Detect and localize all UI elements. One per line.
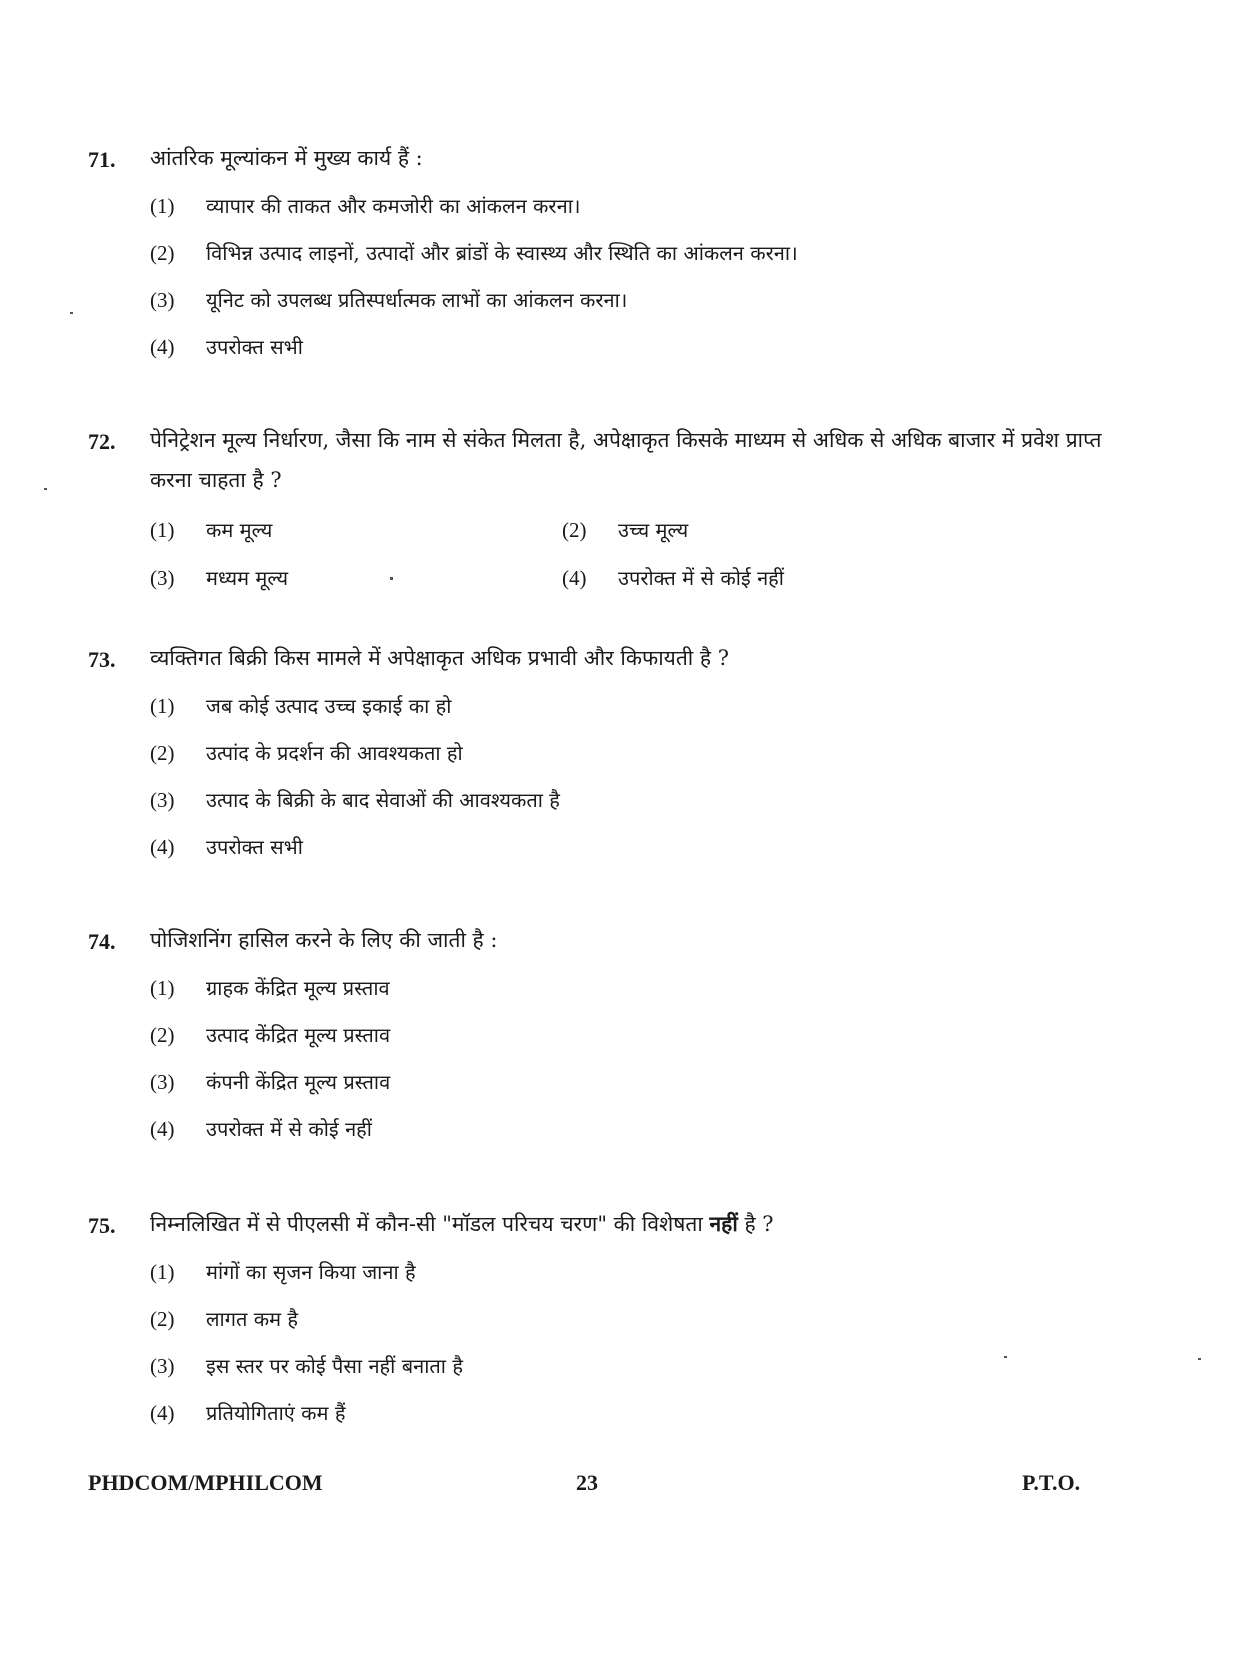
option-3 (150, 1346, 1148, 1393)
question-text: व्यक्तिगत बिक्री किस मामले में अपेक्षाकृत अधिक प्रभावी और किफायती है ? (150, 646, 729, 670)
option-text: उपरोक्त में से कोई नहीं (206, 1117, 372, 1141)
option-1 (150, 186, 1148, 233)
option-1 (150, 686, 1148, 733)
option-number: (3) (150, 566, 175, 590)
option-2 (150, 1299, 1148, 1346)
option-2 (150, 233, 1148, 280)
option-1 (150, 510, 562, 552)
option-number: (2) (150, 741, 175, 765)
option-3 (150, 1062, 1148, 1109)
page-number: 23 (576, 1470, 598, 1495)
question-72 (88, 420, 1148, 600)
option-text: लागत कम है (206, 1307, 299, 1331)
question-text (150, 1204, 1148, 1244)
options-list (150, 686, 1148, 874)
question-text: पोजिशनिंग हासिल करने के लिए की जाती है : (150, 928, 498, 952)
option-text: इस स्तर पर कोई पैसा नहीं बनाता है (206, 1354, 463, 1378)
pto-label: P.T.O. (1022, 1470, 1081, 1495)
option-number: (2) (150, 1307, 175, 1331)
option-3 (150, 780, 1148, 827)
option-4 (150, 827, 1148, 874)
option-text: उपरोक्त सभी (206, 835, 303, 859)
option-number: (1) (150, 518, 175, 542)
question-71 (88, 138, 1148, 374)
question-75 (88, 1204, 1148, 1440)
option-3 (150, 558, 562, 600)
option-2 (150, 733, 1148, 780)
option-text: प्रतियोगिताएं कम हैं (206, 1401, 346, 1425)
option-number: (2) (562, 518, 587, 542)
option-1 (150, 1252, 1148, 1299)
option-number: (3) (150, 1354, 175, 1378)
options-list (150, 968, 1148, 1156)
option-4 (562, 558, 962, 600)
option-number: (4) (150, 1117, 175, 1141)
options-grid (150, 510, 1148, 600)
option-1 (150, 968, 1148, 1015)
scan-speck (1004, 1356, 1007, 1358)
option-number: (1) (150, 194, 175, 218)
question-number: 75. (88, 1213, 116, 1238)
question-text: पेनिट्रेशन मूल्य निर्धारण, जैसा कि नाम से संकेत मिलता है, अपेक्षाकृत किसके माध्यम से अधिक से अधिक बाजार में प्रवेश प्राप्त करना चाहता है ? (150, 428, 1102, 492)
option-text: यूनिट को उपलब्ध प्रतिस्पर्धात्मक लाभों का आंकलन करना। (206, 288, 628, 312)
option-text: उपरोक्त सभी (206, 335, 303, 359)
option-number: (3) (150, 288, 175, 312)
options-list (150, 1252, 1148, 1440)
question-number: 73. (88, 647, 116, 672)
question-73 (88, 638, 1148, 874)
option-number: (4) (150, 335, 175, 359)
question-header (88, 638, 1148, 678)
option-text: उपरोक्त में से कोई नहीं (618, 566, 784, 590)
paper-code: PHDCOM/MPHILCOM (88, 1470, 323, 1495)
option-number: (4) (150, 1401, 175, 1425)
option-text: ग्राहक केंद्रित मूल्य प्रस्ताव (206, 976, 390, 1000)
question-number: 72. (88, 429, 116, 454)
option-text: मध्यम मूल्य (206, 566, 289, 590)
question-text-start: निम्नलिखित में से पीएलसी में कौन-सी "मॉडल परिचय चरण" की विशेषता (150, 1212, 710, 1236)
option-4 (150, 1393, 1148, 1440)
option-number: (2) (150, 241, 175, 265)
option-number: (3) (150, 1070, 175, 1094)
option-text: कंपनी केंद्रित मूल्य प्रस्ताव (206, 1070, 391, 1094)
scan-speck (70, 312, 73, 314)
option-text: उत्पाद केंद्रित मूल्य प्रस्ताव (206, 1023, 391, 1047)
option-number: (3) (150, 788, 175, 812)
question-header (88, 920, 1148, 960)
option-number: (2) (150, 1023, 175, 1047)
scan-speck (44, 488, 47, 490)
question-text-end: है ? (737, 1212, 774, 1236)
option-text: विभिन्न उत्पाद लाइनों, उत्पादों और ब्रांडों के स्वास्थ्य और स्थिति का आंकलन करना। (206, 241, 798, 265)
option-text: उत्पांद के प्रदर्शन की आवश्यकता हो (206, 741, 463, 765)
option-number: (1) (150, 976, 175, 1000)
option-number: (4) (562, 566, 587, 590)
option-number: (1) (150, 694, 175, 718)
option-number: (1) (150, 1260, 175, 1284)
scan-speck (1198, 1358, 1201, 1360)
option-text: उत्पाद के बिक्री के बाद सेवाओं की आवश्यकता है (206, 788, 560, 812)
option-2 (150, 1015, 1148, 1062)
question-header (88, 420, 1148, 500)
question-74 (88, 920, 1148, 1156)
option-text: मांगों का सृजन किया जाना है (206, 1260, 416, 1284)
question-number: 71. (88, 147, 116, 172)
option-3 (150, 280, 1148, 327)
question-number: 74. (88, 929, 116, 954)
question-header (88, 138, 1148, 178)
option-number: (4) (150, 835, 175, 859)
option-text: जब कोई उत्पाद उच्च इकाई का हो (206, 694, 452, 718)
question-text-emphasis: नहीं (709, 1211, 738, 1236)
option-4 (150, 327, 1148, 374)
option-text: उच्च मूल्य (618, 518, 689, 542)
option-4 (150, 1109, 1148, 1156)
option-text: कम मूल्य (206, 518, 273, 542)
option-text: व्यापार की ताकत और कमजोरी का आंकलन करना। (206, 194, 581, 218)
options-list (150, 186, 1148, 374)
question-header (88, 1204, 1148, 1244)
option-2 (562, 510, 962, 552)
question-text: आंतरिक मूल्यांकन में मुख्य कार्य हैं : (150, 146, 423, 170)
scan-speck (390, 577, 393, 580)
